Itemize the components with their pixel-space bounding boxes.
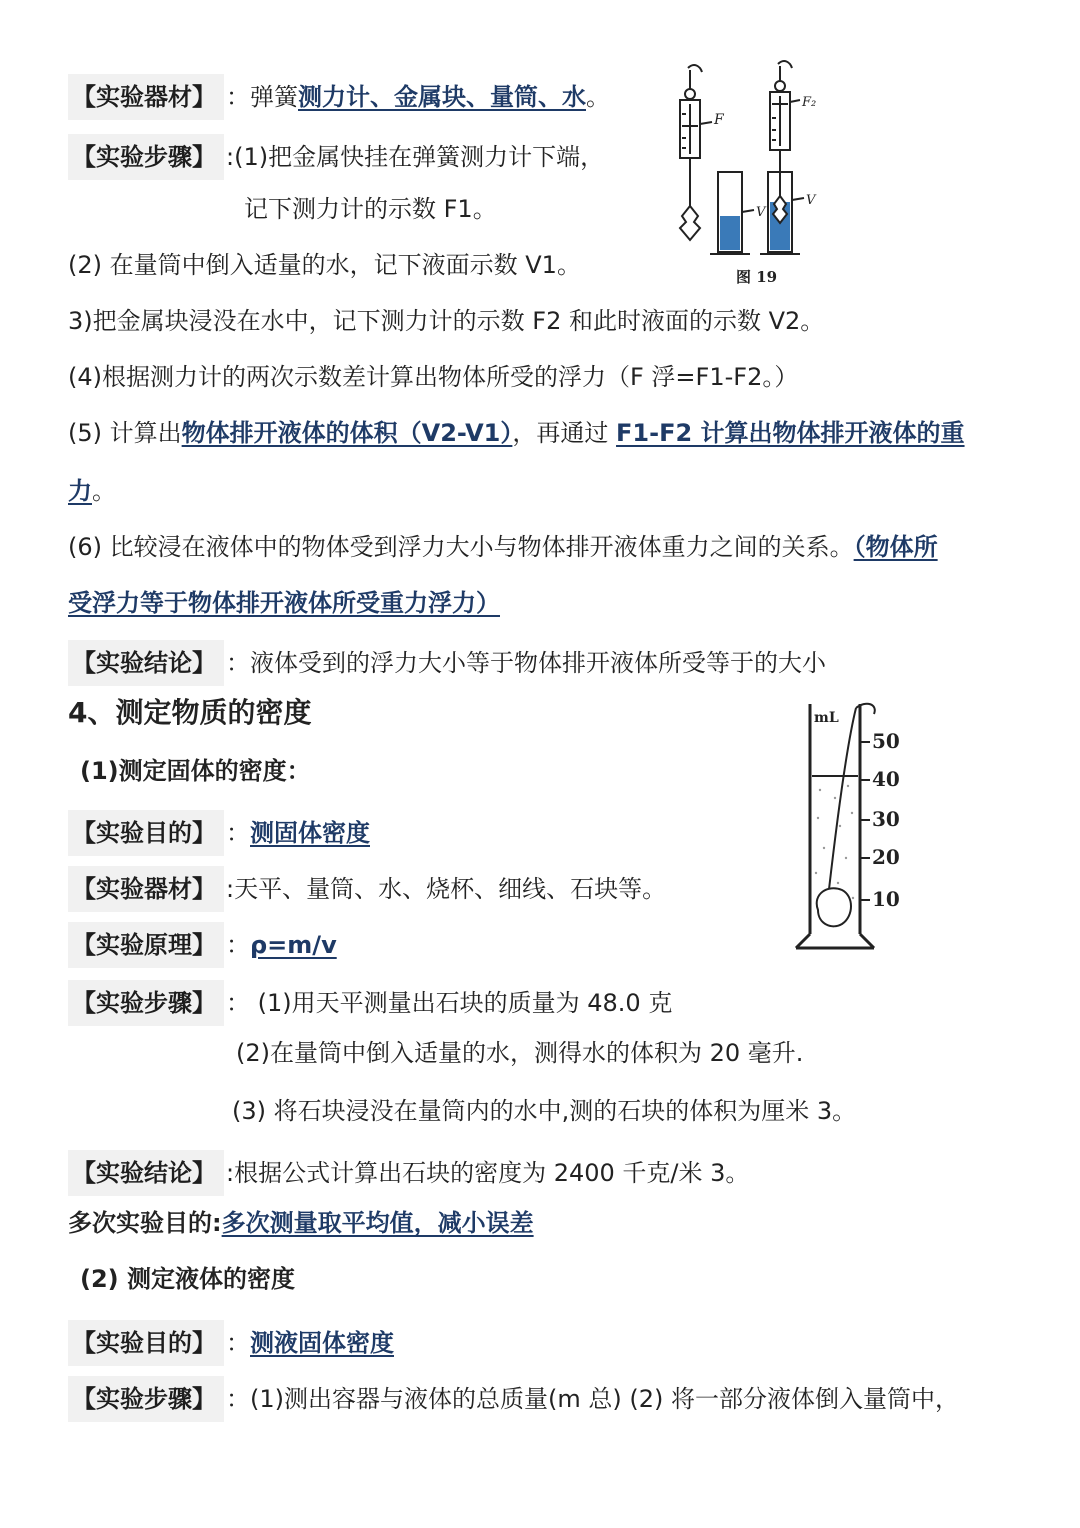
steps2-step1: ： (1)用天平测量出石块的质量为 48.0 克 [226,989,673,1017]
step2: (2) 在量筒中倒入适量的水，记下液面示数 V1。 [68,251,581,279]
materials-tag: 【实验器材】 [68,74,224,120]
conclusion2-tag: 【实验结论】 [68,1150,224,1196]
purpose-sep: ： [226,819,250,847]
cylinder-left [710,172,754,254]
purpose3-tag: 【实验目的】 [68,1320,224,1366]
steps3-tag: 【实验步骤】 [68,1376,224,1422]
materials2-tag: 【实验器材】 [68,866,224,912]
step3: 3)把金属块浸没在水中，记下测力计的示数 F2 和此时液面的示数 V2。 [68,307,825,335]
graduated-cylinder-figure [790,698,920,960]
stone [817,888,851,926]
step6-cont [68,586,500,620]
steps2-line [68,980,672,1026]
multi-purpose-highlight: 多次测量取平均值，减小误差 [221,1209,534,1237]
spring-scale-left [680,65,712,240]
conclusion-line [68,640,826,686]
step6-line [68,530,938,564]
purpose-tag: 【实验目的】 [68,810,224,856]
purpose3-line [68,1320,394,1366]
step5c: 。 [92,477,116,505]
multi-purpose-line [68,1206,534,1240]
step1a: :(1)把金属快挂在弹簧测力计下端， [226,143,605,171]
tick-label-20: 20 [872,845,900,869]
principle-sep: ： [226,931,250,959]
steps3-line [68,1376,959,1422]
purpose3-highlight: 测液固体密度 [250,1329,394,1357]
label-F2: F₂ [802,95,817,110]
purpose-highlight: 测固体密度 [250,819,370,847]
figure-19-spring-scale [660,56,830,291]
label-F: F [714,112,724,128]
step5-highlight-1: 物体排开液体的体积（V2-V1） [181,419,513,447]
conclusion2-line [68,1150,749,1196]
step5-highlight-3: 力 [68,477,92,505]
cylinder-right [760,172,804,254]
principle-tag: 【实验原理】 [68,922,224,968]
materials-sep: ：弹簧 [226,83,298,111]
multi-purpose-label: 多次实验目的: [68,1209,222,1237]
step6a: (6) 比较浸在液体中的物体受到浮力大小与物体排开液体重力之间的关系。 [68,533,854,561]
label-V-left: V [756,205,766,220]
thread [828,704,875,898]
conclusion2-text: :根据公式计算出石块的密度为 2400 千克/米 3。 [226,1159,750,1187]
tick-label-40: 40 [872,767,900,791]
tick-label-10: 10 [872,887,900,911]
materials-end: 。 [586,83,610,111]
steps2-step2: (2)在量筒中倒入适量的水，测得水的体积为 20 毫升. [236,1039,804,1067]
steps-line [68,134,604,180]
step5-highlight-2: F1-F2 计算出物体排开液体的重 [616,419,965,447]
materials2-line [68,866,666,912]
tick-label-30: 30 [872,807,900,831]
cylinder-unit: mL [814,710,839,726]
spring-scale-right [770,61,800,196]
step5a: (5) 计算出 [68,419,182,447]
subsection1-title: (1)测定固体的密度： [80,757,311,785]
materials-line [68,74,610,120]
step6-highlight-2: 受浮力等于物体排开液体所受重力浮力） [68,589,500,617]
materials2-text: :天平、量筒、水、烧杯、细线、石块等。 [226,875,667,903]
steps2-step3: (3) 将石块浸没在量筒内的水中,测的石块的体积为厘米 3。 [232,1097,857,1125]
purpose3-sep: ： [226,1329,250,1357]
step4: (4)根据测力计的两次示数差计算出物体所受的浮力（F 浮=F1-F2。） [68,363,799,391]
materials-highlight: 测力计、金属块、量筒、水 [298,83,586,111]
label-V-right: V [806,193,816,208]
step5-cont [68,474,116,508]
conclusion-text: ：液体受到的浮力大小等于物体排开液体所受等于的大小 [226,649,826,677]
purpose-line [68,810,370,856]
section4-title: 4、测定物质的密度 [68,696,312,729]
steps-tag: 【实验步骤】 [68,134,224,180]
tick-label-50: 50 [872,729,900,753]
subsection2-title: (2) 测定液体的密度 [80,1265,295,1293]
step5b: ，再通过 [512,419,617,447]
step1b: 记下测力计的示数 F1。 [244,195,497,223]
step5-line [68,416,965,450]
steps2-tag: 【实验步骤】 [68,980,224,1026]
conclusion-tag: 【实验结论】 [68,640,224,686]
principle-line [68,922,337,968]
figure-caption: 图 19 [736,268,778,286]
step6-highlight-1: （物体所 [853,533,938,561]
principle-highlight: ρ=m/v [250,931,337,959]
steps3-text: ：(1)测出容器与液体的总质量(m 总) (2) 将一部分液体倒入量筒中， [226,1385,959,1413]
